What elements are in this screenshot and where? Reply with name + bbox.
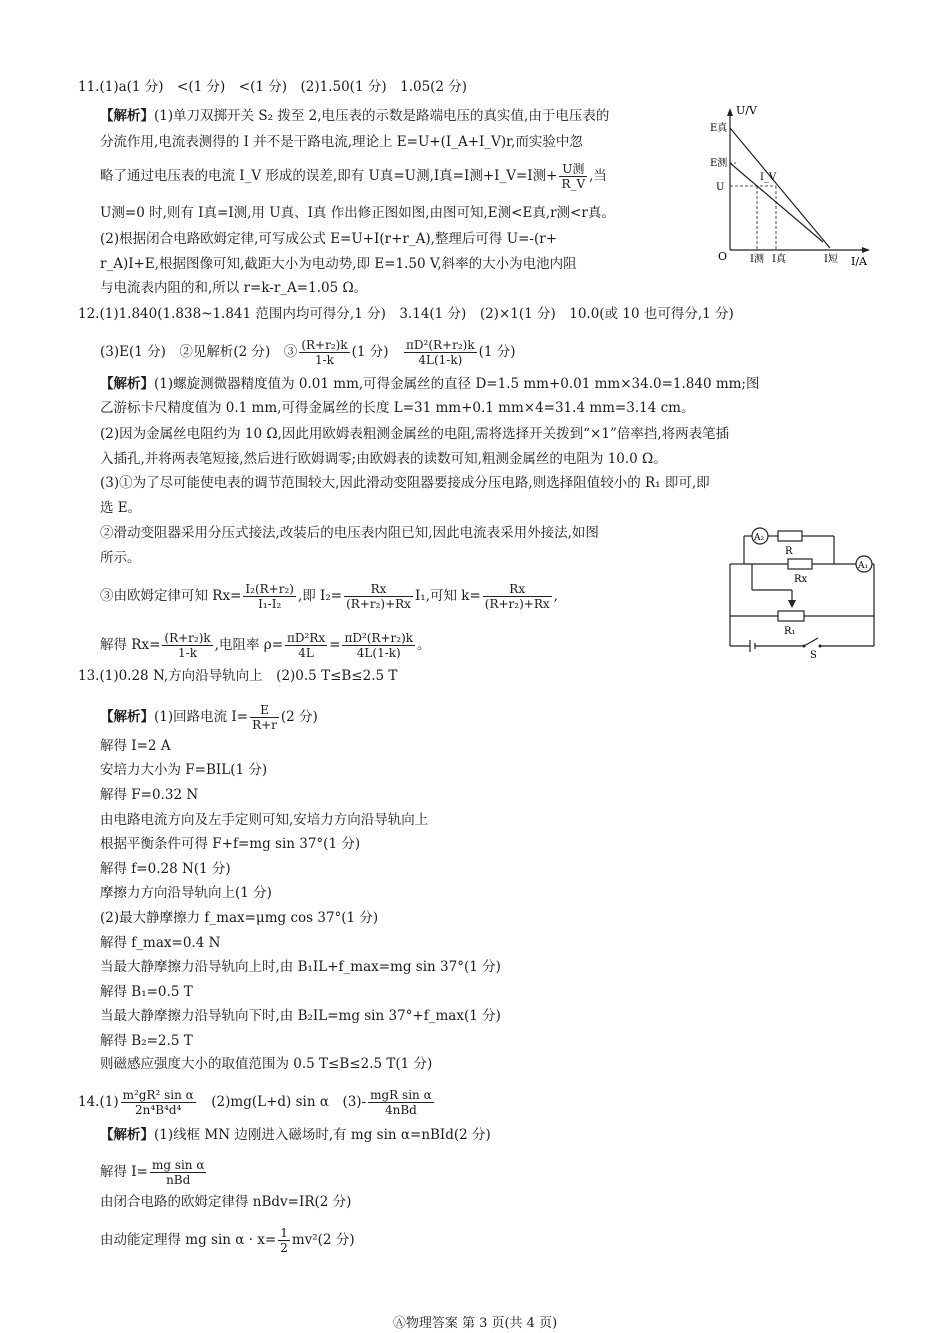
fraction: $\frac{1}{2}$ [280, 1226, 288, 1255]
q12-analysis-line-10: 解得 Rx= $\frac{\text{(R+r₂)k}}{1-k}$ ,电阻率 ρ= $\frac{\text{πD²Rx}}{4L}$ = $\frac{\text{πD²(R+r₂)k}}{4L(1-k)}$ 。 [100, 631, 431, 660]
fraction: mgR sin α 4nBd [370, 1088, 432, 1117]
q13-line: 解得 f_max=0.4 N [100, 935, 221, 951]
q13-line: 安培力大小为 F=BIL(1 分) [100, 762, 268, 778]
fraction: $\frac{Rx}{\text{(R+r₂)+Rx}}$ [484, 582, 550, 611]
i-true-label: I真 [772, 254, 786, 265]
q12-analysis-line-9: ③由欧姆定律可知 Rx= $\frac{\text{I₂(R+r₂)}}{\text{I₁-I₂}}$ ,即 I₂= $\frac{Rx}{\text{(R+r₂)+Rx}}$ I₁,可知 k= $\frac{Rx}{\text{(R+r₂)+Rx}}$ , [100, 582, 558, 611]
fraction: $\frac{\text{πD²(R+r₂)k}}{4L(1-k)}$ [406, 338, 475, 367]
q12-analysis-line-8: 所示。 [100, 550, 141, 566]
q12-analysis-line-2: 乙游标卡尺精度值为 0.1 mm,可得金属丝的长度 L=31 mm+0.1 mm×4=31.4 mm=3.14 cm。 [100, 400, 695, 416]
i-short-label: I短 [824, 254, 838, 265]
q13-answer-line: 13.(1)0.28 N,方向沿导轨向上 (2)0.5 T≤B≤2.5 T [78, 668, 398, 684]
fraction: $\frac{E}{R+r}$ [252, 703, 277, 732]
q11-analysis-line-2: 分流作用,电流表测得的 I 并不是干路电流,理论上 E=U+(I_A+I_V)r,而实验中忽 [100, 134, 583, 150]
q11-answer-line: 11.(1)a(1 分) <(1 分) <(1 分) (2)1.50(1 分) 1.05(2 分) [78, 79, 468, 95]
q13-analysis-line-1: 【解析】(1)回路电流 I= $\frac{E}{R+r}$ (2 分) [100, 703, 318, 732]
y-axis-label: U/V [736, 104, 757, 117]
fraction: $\frac{\text{(R+r₂)k}}{1-k}$ [301, 338, 348, 367]
rx-label: Rx [794, 574, 808, 585]
analysis-tag: 【解析】 [100, 1127, 154, 1143]
a1-label: A₁ [858, 561, 869, 571]
fraction: $\frac{\text{I₂(R+r₂)}}{\text{I₁-I₂}}$ [245, 582, 294, 611]
fraction: $\frac{\text{m²gR² sin α}}{\text{2n⁴B⁴d⁴}}$ [122, 1088, 194, 1117]
q13-line: 则磁感应强度大小的取值范围为 0.5 T≤B≤2.5 T(1 分) [100, 1056, 433, 1072]
q13-line: 解得 f=0.28 N(1 分) [100, 861, 231, 877]
circuit-diagram [722, 518, 882, 660]
q11-analysis-line-6: r_A)I+E,根据图像可知,截距大小为电动势,即 E=1.50 V,斜率的大小为电池内阻 [100, 256, 577, 272]
q12-analysis-line-1: 【解析】(1)螺旋测微器精度值为 0.01 mm,可得金属丝的直径 D=1.5 mm+0.01 mm×34.0=1.840 mm;图 [100, 376, 760, 392]
q13-line: 解得 I=2 A [100, 738, 171, 754]
r-label: R [785, 546, 793, 557]
page-footer: Ⓐ物理答案 第 3 页(共 4 页) [392, 1316, 558, 1331]
analysis-tag: 【解析】 [100, 108, 154, 124]
analysis-tag: 【解析】 [100, 709, 154, 725]
fraction: $\frac{\text{πD²Rx}}{4L}$ [287, 631, 326, 660]
u-label: U [716, 182, 725, 193]
e-true-label: E真 [710, 123, 728, 134]
q11-analysis-line-5: (2)根据闭合电路欧姆定律,可写成公式 E=U+I(r+r_A),整理后可得 U=-(r+ [100, 231, 558, 247]
r1-label: R₁ [784, 626, 796, 637]
e-meas-label: E测 [710, 158, 728, 169]
q14-analysis-line-2: 解得 I= mg sin α nBd [100, 1158, 205, 1187]
origin-label: O [718, 250, 728, 263]
q14-analysis-line-4: 由动能定理得 mg sin α · x= $\frac{1}{2}$ mv²(2 分) [100, 1226, 355, 1255]
fraction: $\frac{\text{(R+r₂)k}}{1-k}$ [164, 631, 211, 660]
fraction: $\frac{\text{πD²(R+r₂)k}}{4L(1-k)}$ [344, 631, 414, 660]
q13-line: 根据平衡条件可得 F+f=mg sin 37°(1 分) [100, 836, 361, 852]
q12-analysis-line-4: 入插孔,并将两表笔短接,然后进行欧姆调零;由欧姆表的读数可知,粗测金属丝的电阻为 10.0 Ω。 [100, 451, 667, 467]
analysis-tag: 【解析】 [100, 376, 154, 392]
q13-line: (2)最大静摩擦力 f_max=μmg cos 37°(1 分) [100, 910, 379, 926]
i-meas-label: I测 [750, 254, 764, 265]
q13-line: 摩擦力方向沿导轨向上(1 分) [100, 885, 272, 901]
q12-answer-line-2: (3)E(1 分) ②见解析(2 分) ③ $\frac{\text{(R+r₂)k}}{1-k}$ (1 分) $\frac{\text{πD²(R+r₂)k}}{4L(1-k)}$ (1 分) [100, 338, 516, 367]
q13-line: 当最大静摩擦力沿导轨向下时,由 B₂IL=mg sin 37°+f_max(1 分) [100, 1008, 501, 1024]
q13-line: 解得 F=0.32 N [100, 787, 199, 803]
q14-analysis-line-1: 【解析】(1)线框 MN 边刚进入磁场时,有 mg sin α=nBId(2 分) [100, 1127, 491, 1143]
q14-analysis-line-3: 由闭合电路的欧姆定律得 nBdv=IR(2 分) [100, 1194, 352, 1210]
q12-answer-line-1: 12.(1)1.840(1.838~1.841 范围内均可得分,1 分) 3.14(1 分) (2)×1(1 分) 10.0(或 10 也可得分,1 分) [78, 306, 734, 322]
fraction: $\frac{Rx}{\text{(R+r₂)+Rx}}$ [346, 582, 411, 611]
x-axis-label: I/A [851, 255, 867, 268]
q13-line: 解得 B₁=0.5 T [100, 984, 193, 1000]
q12-analysis-line-5: (3)①为了尽可能使电表的调节范围较大,因此滑动变阻器要接成分压电路,则选择阻值较小的 R₁ 即可,即 [100, 475, 710, 491]
s-label: S [810, 650, 817, 660]
q12-analysis-line-3: (2)因为金属丝电阻约为 10 Ω,因此用欧姆表粗测金属丝的电阻,需将选择开关拨到“×1”倍率挡,将两表笔插 [100, 426, 730, 442]
q13-line: 解得 B₂=2.5 T [100, 1033, 193, 1049]
a2-label: A₂ [754, 533, 765, 543]
q11-analysis-line-7: 与电流表内阻的和,所以 r=k-r_A=1.05 Ω。 [100, 280, 368, 296]
measured-line [730, 163, 823, 242]
fraction: U测 R_V [561, 162, 586, 191]
q11-analysis-line-1: 【解析】(1)单刀双掷开关 S₂ 拨至 2,电压表的示数是路端电压的真实值,由于电压表的 [100, 108, 610, 124]
q11-analysis-line-3: 略了通过电压表的电流 I_V 形成的误差,即有 U真=U测,I真=I测+I_V=I测+ U测 R_V ,当 [100, 162, 607, 191]
q13-line: 由电路电流方向及左手定则可知,安培力方向沿导轨向上 [100, 812, 429, 828]
u-i-graph [708, 100, 878, 270]
q12-analysis-line-6: 选 E。 [100, 500, 142, 516]
fraction: mg sin α nBd [151, 1158, 205, 1187]
q14-answer-line: 14.(1) $\frac{\text{m²gR² sin α}}{\text{2n⁴B⁴d⁴}}$ (2)mg(L+d) sin α (3)- mgR sin α 4nBd [78, 1088, 432, 1117]
q13-line: 当最大静摩擦力沿导轨向上时,由 B₁IL+f_max=mg sin 37°(1 分) [100, 959, 501, 975]
iv-label: I_V [760, 172, 777, 183]
q11-analysis-line-4: U测=0 时,则有 I真=I测,用 U真、I真 作出修正图如图,由图可知,E测<E真,r测<r真。 [100, 205, 615, 221]
true-line [730, 128, 830, 248]
q12-analysis-line-7: ②滑动变阻器采用分压式接法,改装后的电压表内阻已知,因此电流表采用外接法,如图 [100, 525, 599, 541]
